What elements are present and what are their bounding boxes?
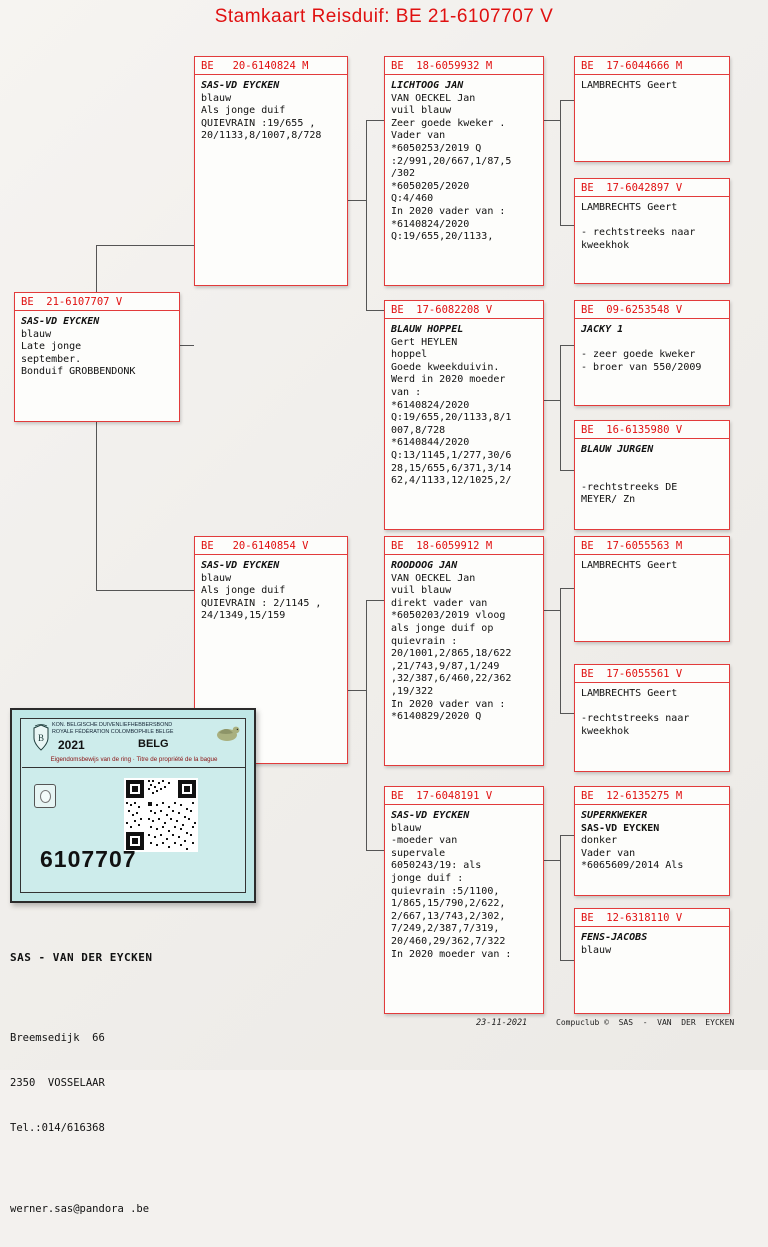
federation-name [52,722,173,736]
great-grandparent-details: LAMBRECHTS Geert [581,560,678,571]
grandparent-details: BLAUW HOPPEL Gert HEYLEN hoppel Goede kweekduivin. Werd in 2020 moeder van : *6140824/2020 Q:19/655,20/1133,8/1 007,8/728 *6140844/2020 Q:13/1145,1/277,30/6 28,15/655,6/371,3/14 62,4/1133,12/1025,2/ [391,324,512,487]
parent-ring-number: BE 20-6140854 V [195,537,347,555]
svg-text:B: B [37,733,45,743]
connector [560,470,574,471]
great-grandparent-details: LAMBRECHTS Geert - rechtstreeks naar kweekhok [581,202,696,251]
breeder-street: Breemsedijk 66 [10,1032,105,1044]
great-grandparent-ring-number: BE 17-6055563 M [575,537,729,555]
connector [560,100,574,101]
ring-year: 2021 [58,738,85,752]
grandparent-ring-number: BE 18-6059932 M [385,57,543,75]
connector [366,850,384,851]
great-grandparent-details: LAMBRECHTS Geert [581,80,678,91]
grandparent-card[interactable] [384,56,544,286]
connector [96,590,194,591]
grandparent-ring-number: BE 17-6082208 V [385,301,543,319]
connector [560,345,561,470]
connector [180,345,194,346]
connector [96,245,194,246]
breeder-city: 2350 VOSSELAAR [10,1077,105,1089]
connector [348,200,366,201]
connector [560,100,561,225]
great-grandparent-details: LAMBRECHTS Geert -rechtstreeks naar kweekhok [581,688,690,737]
great-grandparent-card[interactable] [574,56,730,162]
connector [366,600,384,601]
breeder-name: SAS - VAN DER EYCKEN [10,951,153,964]
connector [560,835,561,960]
great-grandparent-card[interactable] [574,664,730,772]
parent-card-sire[interactable] [194,56,348,286]
connector [366,310,384,311]
breeder-tel: Tel.:014/616368 [10,1122,105,1134]
grandparent-details: LICHTOOG JAN VAN OECKEL Jan vuil blauw Zeer goede kweker . Vader van *6050253/2019 Q :2/991,20/667,1/87,5 /302 *6050205/2020 Q:4/460 In 2020 vader van : *6140824/2020 Q:19/655,20/1133, [391,80,512,243]
subject-ring-number: BE 21-6107707 V [15,293,179,311]
grandparent-details: SAS-VD EYCKEN blauw -moeder van supervale 6050243/19: als jonge duif : quievrain :5/1100, 1/865,15/790,2/622, 2/667,13/743,2/302, 7/249,2/387,7/319, 20/460,29/362,7/322 In 2020 moeder van : [391,810,512,960]
federation-line-2: ROYALE FÉDÉRATION COLOMBOPHILE BELGE [52,729,174,735]
pigeon-icon [212,722,242,744]
parent-ring-number: BE 20-6140824 M [195,57,347,75]
great-grandparent-ring-number: BE 12-6318110 V [575,909,729,927]
connector [560,960,574,961]
great-grandparent-ring-number: BE 12-6135275 M [575,787,729,805]
great-grandparent-card[interactable] [574,908,730,1014]
subject-card[interactable] [14,292,180,422]
great-grandparent-card[interactable] [574,420,730,530]
great-grandparent-details: SUPERKWEKER SAS-VD EYCKEN donker Vader van *6065609/2014 Als [581,810,684,872]
great-grandparent-card[interactable] [574,178,730,284]
ring-country: BELG [138,738,169,750]
grandparent-card[interactable] [384,300,544,530]
great-grandparent-card[interactable] [574,786,730,896]
connector [366,120,367,310]
great-grandparent-ring-number: BE 09-6253548 V [575,301,729,319]
footer-credit: Compuclub © SAS - VAN DER EYCKEN [556,1018,735,1027]
connector [366,600,367,850]
grandparent-card[interactable] [384,786,544,1014]
federation-line-1: KON. BELGISCHE DUIVENLIEFHEBBERSBOND [52,722,173,728]
connector [560,225,574,226]
connector [544,400,560,401]
connector [348,690,366,691]
print-date: 23-11-2021 [476,1018,528,1028]
connector [560,345,574,346]
connector [544,610,560,611]
qr-code-icon [124,778,198,852]
ring-band-illustration [34,784,56,808]
ring-number: 6107707 [40,846,137,872]
subject-details: SAS-VD EYCKEN blauw Late jonge september. Bonduif GROBBENDONK [21,316,136,378]
great-grandparent-card[interactable] [574,300,730,406]
great-grandparent-ring-number: BE 17-6055561 V [575,665,729,683]
great-grandparent-ring-number: BE 17-6042897 V [575,179,729,197]
federation-crest-icon [28,724,54,752]
certificate-divider [22,767,246,768]
connector [544,860,560,861]
connector [560,588,561,713]
great-grandparent-details: FENS-JACOBS blauw [581,932,648,956]
connector [544,120,560,121]
connector [366,120,384,121]
ownership-label: Eigendomsbewijs van de ring · Titre de propriété de la bague [50,756,218,763]
connector [560,588,574,589]
page-title: Stamkaart Reisduif: BE 21-6107707 V [214,6,554,27]
connector [560,835,574,836]
connector [560,713,574,714]
grandparent-ring-number: BE 18-6059912 M [385,537,543,555]
grandparent-card[interactable] [384,536,544,766]
ring-ownership-certificate [10,708,256,903]
great-grandparent-details: JACKY 1 - zeer goede kweker - broer van 550/2009 [581,324,702,373]
breeder-address [10,920,152,1247]
grandparent-ring-number: BE 17-6048191 V [385,787,543,805]
grandparent-details: ROODOOG JAN VAN OECKEL Jan vuil blauw direkt vader van *6050203/2019 vloog als jonge duif op quievrain : 20/1001,2/865,18/622 ,21/743,9/87,1/249 ,32/387,6/460,22/362 ,19/322 In 2020 vader van : *6140829/2020 Q [391,560,512,723]
great-grandparent-card[interactable] [574,536,730,642]
great-grandparent-ring-number: BE 17-6044666 M [575,57,729,75]
great-grandparent-ring-number: BE 16-6135980 V [575,421,729,439]
great-grandparent-details: BLAUW JURGEN -rechtstreeks DE MEYER/ Zn [581,444,678,506]
breeder-email: werner.sas@pandora .be [10,1203,150,1215]
parent-details: SAS-VD EYCKEN blauw Als jonge duif QUIEVRAIN : 2/1145 , 24/1349,15/159 [201,560,322,622]
parent-details: SAS-VD EYCKEN blauw Als jonge duif QUIEVRAIN :19/655 , 20/1133,8/1007,8/728 [201,80,322,142]
